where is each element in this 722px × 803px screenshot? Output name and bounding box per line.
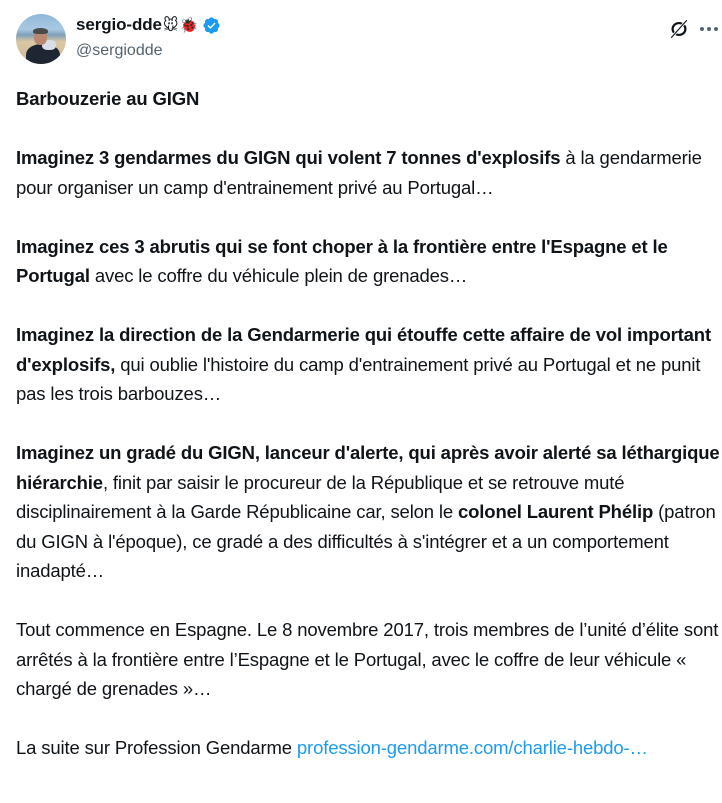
- tweet-paragraph-2: [16, 232, 722, 291]
- dot: [714, 27, 718, 31]
- verified-badge-icon[interactable]: [202, 16, 221, 35]
- paragraph-bold-text: Imaginez un gradé du GIGN, lanceur d'alerte, qui après avoir alerté sa léthargique hiérarchie: [16, 442, 720, 493]
- tweet-paragraph-4: [16, 438, 722, 586]
- paragraph-bold-text: colonel Laurent Phélip: [458, 501, 654, 522]
- paragraph-text: La suite sur Profession Gendarme: [16, 737, 297, 758]
- author-display-name[interactable]: sergio-dde: [76, 15, 162, 34]
- tweet-paragraph-6: [16, 733, 722, 763]
- tweet-text: [16, 84, 722, 763]
- paragraph-text: qui oublie l'histoire du camp d'entrainement privé au Portugal et ne punit pas les trois barbouzes…: [16, 353, 701, 404]
- avatar-person-hair: [33, 28, 48, 34]
- grok-icon[interactable]: [668, 18, 690, 40]
- paragraph-text: à la gendarmerie pour organiser un camp d'entrainement privé au Portugal…: [16, 147, 702, 198]
- more-options-icon[interactable]: [700, 22, 722, 36]
- tweet-paragraph-1: [16, 143, 722, 202]
- mouse-emoji-icon: 🐭: [162, 16, 179, 34]
- paragraph-bold-text: Imaginez 3 gendarmes du GIGN qui volent 7 tonnes d'explosifs: [16, 147, 561, 168]
- tweet-paragraph-5: Tout commence en Espagne. Le 8 novembre 2017, trois membres de l’unité d’élite sont arrêtés à la frontière entre l’Espagne et le Portugal, avec le coffre de leur véhicule « chargé de grenades »…: [16, 619, 719, 699]
- tweet-header: [0, 0, 722, 80]
- paragraph-text: , finit par saisir le procureur de la République et se retrouve muté disciplinairement à la Garde Républicaine car, selon le: [16, 471, 625, 522]
- dot: [707, 27, 711, 31]
- author-handle[interactable]: @sergiodde: [76, 42, 163, 59]
- paragraph-bold-text: Imaginez ces 3 abrutis qui se font choper à la frontière entre l'Espagne et le Portugal: [16, 235, 668, 286]
- author-name-row[interactable]: [76, 14, 221, 36]
- dot: [700, 27, 704, 31]
- tweet-paragraph-3: [16, 320, 722, 409]
- avatar[interactable]: [16, 14, 66, 64]
- paragraph-text: avec le coffre du véhicule plein de grenades…: [89, 265, 468, 286]
- tweet-title: Barbouzerie au GIGN: [16, 88, 200, 109]
- paragraph-bold-text: Imaginez la direction de la Gendarmerie qui étouffe cette affaire de vol important d'explosifs,: [16, 324, 711, 375]
- article-link[interactable]: profession-gendarme.com/charlie-hebdo-…: [296, 737, 648, 758]
- ladybug-emoji-icon: 🐞: [179, 16, 199, 34]
- paragraph-text: (patron du GIGN à l'époque), ce gradé a des difficultés à s'intégrer et a un comportement inadapté…: [16, 501, 716, 581]
